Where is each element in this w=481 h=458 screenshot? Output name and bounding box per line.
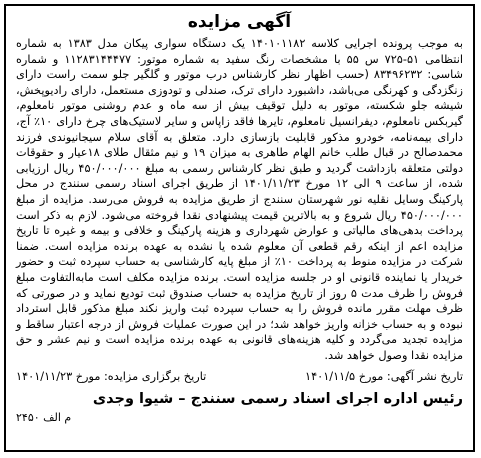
auction-date: تاریخ برگزاری مزایده: مورخ ۱۴۰۱/۱۱/۲۳ [16, 370, 207, 384]
publish-date: تاریخ نشر آگهی: مورخ ۱۴۰۱/۱۱/۵ [305, 370, 463, 384]
notice-dates [16, 369, 463, 385]
auction-notice [4, 4, 475, 452]
reference-code: م الف ۲۴۵۰ [16, 411, 72, 425]
notice-title: آگهی مزایده [187, 12, 292, 32]
notice-body: به موجب پرونده اجرایی کلاسه ۱۴۰۱۰۱۱۸۲ یک دستگاه سواری پیکان مدل ۱۳۸۳ به شماره انتظامی ۵۱-۷۲۵ س ۵۵ با مشخصات رنگ سفید به شماره موتور: ۱۱۲۸۳۱۴۴۴۷۷ و شماره شاسی: ۸۳۴۹۶۲۳۲ (حسب اظهار نظر کارشناس درب موتور و گلگیر جلو سمت راست دارای زنگزدگی و کهرنگی می‌باشد، داشبورد دارای ترک، صندلی و تودوزی مستعمل، دارای رادیوپخش، شیشه جلو شکسته، موتور به دلیل توقیف بیش از سه ماه و عدم روشنی موتور نامعلوم، گیربکس نامعلوم، دیفرانسیل نامعلوم، تایرها فاقد زاپاس و سایر لاستیک‌های چرخ دارای ۱۰٪ آج، دارای بیمه‌نامه، خودرو مذکور قابلیت بازسازی دارد. متعلق به آقای سلام سیجانیوندی فرزند محمدصالح در قبال طلب خانم الهام طاهری به میزان ۱۹ و نیم مثقال طلای ۱۸عیار و حقوقات دولتی متعلقه بازداشت گردید و طبق نظر کارشناس رسمی به مبلغ ۴۵۰/۰۰۰/۰۰۰ ریال ارزیابی شده، از ساعت ۹ الی ۱۲ مورخ ۱۴۰۱/۱۱/۲۳ از طریق اجرای اسناد رسمی سنندج در محل پارکینگ وسایل نقلیه نور شهرستان سنندج از طریق مزایده به فروش می‌رسد. مزایده از مبلغ ۴۵۰/۰۰۰/۰۰۰ ریال شروع و به بالاترین قیمت پیشنهادی نقدا فروخته می‌شود. لازم به ذکر است پرداخت بدهی‌های مالیاتی و عوارض شهرداری و هزینه پارکینگ و خلافی و بیمه و غیره تا تاریخ مزایده اعم از اینکه رقم قطعی آن معلوم شده یا نشده به عهده برنده مزایده است. ضمنا شرکت در مزایده منوط به پرداخت ۱۰٪ از مبلغ پایه کارشناسی به حساب سپرده ثبت و حضور خریدار یا نماینده قانونی او در جلسه مزایده است. برنده مزایده مکلف است مابه‌التفاوت مبلغ فروش را ظرف مدت ۵ روز از تاریخ مزایده به حساب صندوق ثبت تودیع نماید و در صورتی که ظرف مهلت مقرر مانده فروش را به حساب سپرده ثبت واریز نکند مبلغ مذکور قابل استرداد نبوده و به حساب خزانه واریز خواهد شد؛ در این صورت عملیات فروش از درجه اعتبار ساقط و مزایده تجدید می‌گردد و کلیه هزینه‌های قانونی به عهده برنده مزایده است و نیم عشر و حق مزایده نقدا وصول خواهد شد. [16, 37, 464, 362]
signature-line: رئیس اداره اجرای اسناد رسمی سنندج – شیوا وجدی [92, 391, 463, 408]
